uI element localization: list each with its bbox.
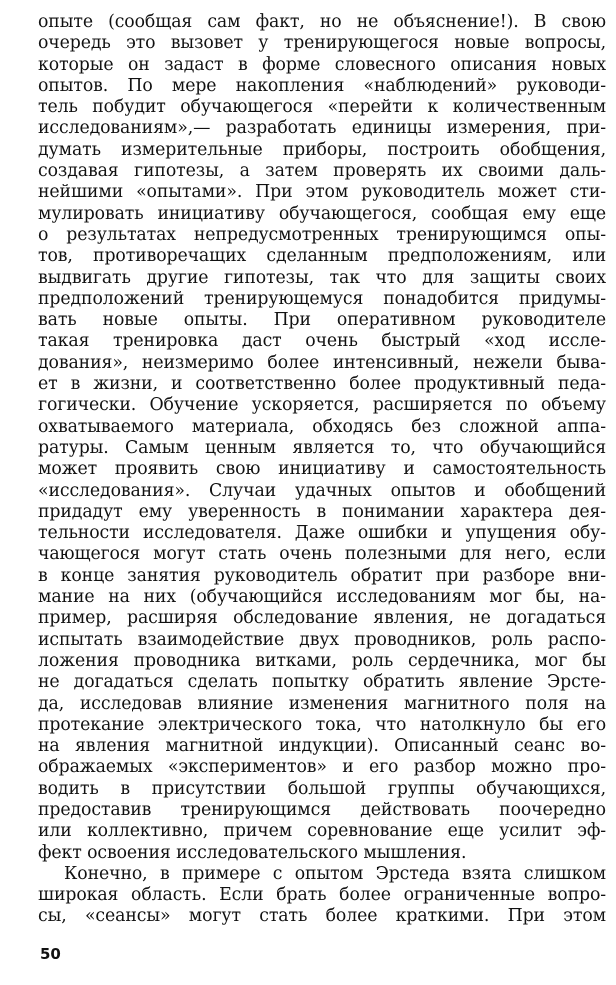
text-line: опытов. По мере накопления «наблюдений» руководи- xyxy=(38,75,606,96)
text-line: опыте (сообщая сам факт, но не объяснение!). В свою xyxy=(38,12,606,32)
text-line: ложения проводника витками, роль сердечника, мог бы xyxy=(38,650,606,671)
text-line: да, исследовав влияние изменения магнитного поля на xyxy=(38,693,606,714)
text-line: думать измерительные приборы, построить обобщения, xyxy=(38,139,606,160)
text-line: может проявить свою инициативу и самостоятельность xyxy=(38,459,606,480)
text-line: тов, противоречащих сделанным предположениям, или xyxy=(38,246,606,267)
text-line: в конце занятия руководитель обратит при разборе вни- xyxy=(38,565,606,586)
text-line: «исследования». Случаи удачных опытов и обобщений xyxy=(38,480,606,501)
text-line: на явления магнитной индукции). Описанный сеанс во- xyxy=(38,736,606,757)
text-line: гогически. Обучение ускоряется, расширяется по объему xyxy=(38,395,606,416)
page-number: 50 xyxy=(40,945,61,963)
text-line: придадут ему уверенность в понимании характера дея- xyxy=(38,501,606,522)
text-line: тель побудит обучающегося «перейти к количественным xyxy=(38,97,606,118)
text-line: предположений тренирующемуся понадобится придумы- xyxy=(38,288,606,309)
text-line: испытать взаимодействие двух проводников, роль распо- xyxy=(38,629,606,650)
text-line: создавая гипотезы, а затем проверять их своими даль- xyxy=(38,161,606,182)
text-line: мулировать инициативу обучающегося, сообщая ему еще xyxy=(38,203,606,224)
text-line: предоставив тренирующимся действовать поочередно xyxy=(38,799,606,820)
text-line: водить в присутствии большой группы обучающихся, xyxy=(38,778,606,799)
text-line: вать новые опыты. При оперативном руководителе xyxy=(38,310,606,331)
text-line: нейшими «опытами». При этом руководитель может сти- xyxy=(38,182,606,203)
text-line: или коллективно, причем соревнование еще усилит эф- xyxy=(38,821,606,842)
text-line: выдвигать другие гипотезы, так что для защиты своих xyxy=(38,267,606,288)
text-line: сы, «сеансы» могут стать более краткими. При этом xyxy=(38,906,606,927)
text-line: исследованиям»,— разработать единицы измерения, при- xyxy=(38,118,606,139)
text-line: которые он задаст в форме словесного описания новых xyxy=(38,54,606,75)
text-line: о результатах непредусмотренных тренирующимся опы- xyxy=(38,224,606,245)
text-line: мание на них (обучающийся исследованиям мог бы, на- xyxy=(38,587,606,608)
text-line: очередь это вызовет у тренирующегося новые вопросы, xyxy=(38,33,606,54)
text-line: протекание электрического тока, что натолкнуло бы его xyxy=(38,714,606,735)
text-line: фект освоения исследовательского мышления. xyxy=(38,842,467,863)
text-line: пример, расширяя обследование явления, не догадаться xyxy=(38,608,606,629)
text-line: широкая область. Если брать более ограниченные вопро- xyxy=(38,885,606,906)
text-line: ратуры. Самым ценным является то, что обучающийся xyxy=(38,437,606,458)
text-line: ет в жизни, и соответственно более продуктивный педа- xyxy=(38,374,606,395)
text-line: чающегося могут стать очень полезными для него, если xyxy=(38,544,606,565)
text-line: не догадаться сделать попытку обратить явление Эрсте- xyxy=(38,672,606,693)
text-line: охватываемого материала, обходясь без сложной аппа- xyxy=(38,416,606,437)
text-line: такая тренировка даст очень быстрый «ход иссле- xyxy=(38,331,606,352)
text-line: ображаемых «экспериментов» и его разбор можно про- xyxy=(38,757,606,778)
text-line: тельности исследователя. Даже ошибки и упущения обу- xyxy=(38,523,606,544)
page-text xyxy=(38,12,606,928)
text-line: Конечно, в примере с опытом Эрстеда взята слишком xyxy=(64,863,606,884)
text-line: дования», неизмеримо более интенсивный, нежели быва- xyxy=(38,352,606,373)
